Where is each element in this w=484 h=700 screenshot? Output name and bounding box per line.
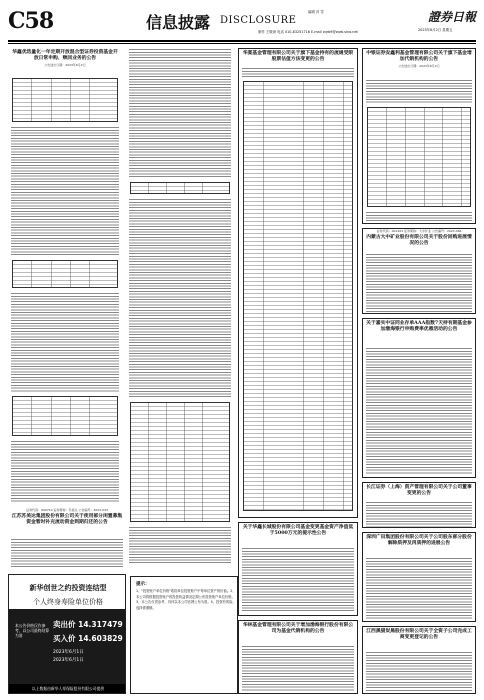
notice-title: 华夏基金管理有限公司关于旗下基金持有的流通受限股票估值方法变更的公告: [242, 50, 354, 63]
notice-col3-b2: [362, 482, 476, 528]
notice-title: 长江证券（上海）资产管理有限公司关于公司董事变更的公告: [366, 484, 472, 497]
notice-body-text: [366, 347, 472, 475]
notice-body-text: [242, 547, 354, 613]
notice-col2-bot: [238, 522, 358, 616]
notice-body-text: [366, 651, 472, 691]
notice-title: 中银证券安鑫利基金管理有限公司关于旗下基金增加代销机构的公告: [366, 50, 472, 63]
notice-title: 关于华鑫长城股份有限公司基金变更基金资产净值低于5000万元的提示性公告: [242, 524, 354, 537]
issue-date: 2023年6月2日 星期五: [418, 28, 453, 32]
notice-body-text: [129, 48, 231, 178]
notice-title: 江西黑猫炭黑股份有限公司关于全资子公司完成工商变更登记的公告: [366, 628, 472, 641]
notice-col1-top: [8, 48, 122, 504]
price-date-1: 2023年6月1日: [53, 650, 84, 655]
ad-price-panel: [9, 609, 126, 687]
notice-table: [130, 182, 230, 194]
notice-table: [130, 402, 230, 522]
notice-title: 华林基金管理有限公司关于增加渤海银行股份有限公司为基金代销机构的公告: [242, 622, 354, 635]
notice-subtitle: 公告送出日期：2023年6月2日: [398, 63, 440, 68]
tips-body: 1、"投资账户单位价格"系指单位投资账户中每单位资产的价值。2、本公司将根据投资账户的投资收益情况定期公布投资账户单位价格。3、本公告仅供参考，具体以本公司官网公布为准。4、投资有风险，选择需谨慎。: [136, 589, 236, 610]
notice-title: 江苏苏美达集团股份有限公司关于使用部分闲置募集资金暂时补充流动资金到期归还的公告: [11, 513, 123, 526]
notice-col3-b1: [362, 318, 476, 478]
newspaper-logo: 證券日報: [428, 10, 477, 24]
tips-heading: 提示：: [136, 582, 150, 587]
notice-table: [367, 107, 471, 207]
header-rule: [8, 40, 476, 42]
notice-body-text: [366, 211, 472, 223]
notice-col2-last: [238, 620, 358, 694]
notice-title: 华鑫优选量化一年定期开放混合型证券投资基金开放日常申购、赎回业务的公告: [12, 49, 118, 62]
notice-title: 关于嘉实中证同业存单AAA指数7天持有期基金参加渤海银行申购费率优惠活动的公告: [366, 320, 472, 333]
page-header: [8, 6, 476, 42]
notice-table: [12, 78, 118, 122]
sell-price-value: 14.317479: [78, 620, 123, 629]
notice-body-text: [366, 253, 472, 313]
notice-body-text: [366, 79, 472, 103]
section-title-en: DISCLOSURE: [220, 15, 297, 26]
section-title: 信息披露: [146, 13, 211, 32]
notice-subtitle: 证券代码：600710 证券简称：苏美达 公告编号：2023-033: [26, 508, 108, 512]
buy-price-label: 买入价: [53, 634, 76, 643]
notice-body-text: [11, 126, 119, 256]
notice-table: [12, 396, 118, 436]
notice-col3-bot: [362, 532, 476, 622]
notice-subtitle: 公告送出日期：2023年6月2日: [44, 62, 86, 67]
notice-table: [12, 260, 118, 288]
notice-col1-mid: [8, 508, 126, 570]
notice-body-text: [11, 440, 119, 502]
buy-price-value: 14.603829: [78, 634, 123, 643]
page-number: C58: [8, 8, 54, 34]
notice-col3-last: [362, 626, 476, 694]
tips-box: [130, 576, 238, 694]
notice-title: 内蒙古大中矿业股份有限公司关于股份回购进展情况的公告: [366, 234, 472, 247]
notice-body-text: [129, 198, 231, 398]
notice-body-text: [366, 557, 472, 619]
ad-disclaimer: 本公告价格仅作参考，以公司最终结算为准: [15, 623, 50, 638]
notice-col2-top: [238, 48, 358, 518]
ad-footer: 以上数据由新华人寿保险股份有限公司提供: [9, 684, 126, 693]
unit-price-ad: [8, 574, 126, 694]
fund-list-table: [243, 81, 353, 511]
contact-line: 制作 王敬涛 电话 010-83251716 E-mail zqrb9@zqrb.sina.net: [258, 30, 358, 34]
notice-body-text: [366, 501, 472, 527]
notice-title: 深圳广田集团股份有限公司关于公司股东部分股份解除质押及再质押的进展公告: [366, 534, 472, 547]
notice-body-text: [129, 526, 231, 564]
notice-body-text: [11, 538, 123, 568]
notice-col2-left: [126, 48, 234, 564]
editor-line: 编辑 冯 雪: [308, 10, 324, 14]
ad-title: 新华创世之约投资连结型: [29, 583, 107, 592]
notice-col3-mid: [362, 228, 476, 314]
sell-price: [53, 619, 123, 630]
notice-subtitle: 证券代码：001203 证券简称：大中矿业 公告编号：2023-066: [376, 229, 462, 233]
notice-body-text: [11, 292, 119, 392]
header-rule-thin: [8, 43, 476, 44]
notice-body-text: [242, 645, 354, 691]
sell-price-label: 卖出价: [53, 620, 76, 629]
buy-price: [53, 633, 123, 644]
ad-subtitle: 个人终身寿险单位价格: [33, 598, 103, 606]
notice-col3-top: [362, 48, 476, 224]
price-date-2: 2023年6月1日: [53, 658, 84, 663]
notice-body-text: [242, 67, 354, 77]
